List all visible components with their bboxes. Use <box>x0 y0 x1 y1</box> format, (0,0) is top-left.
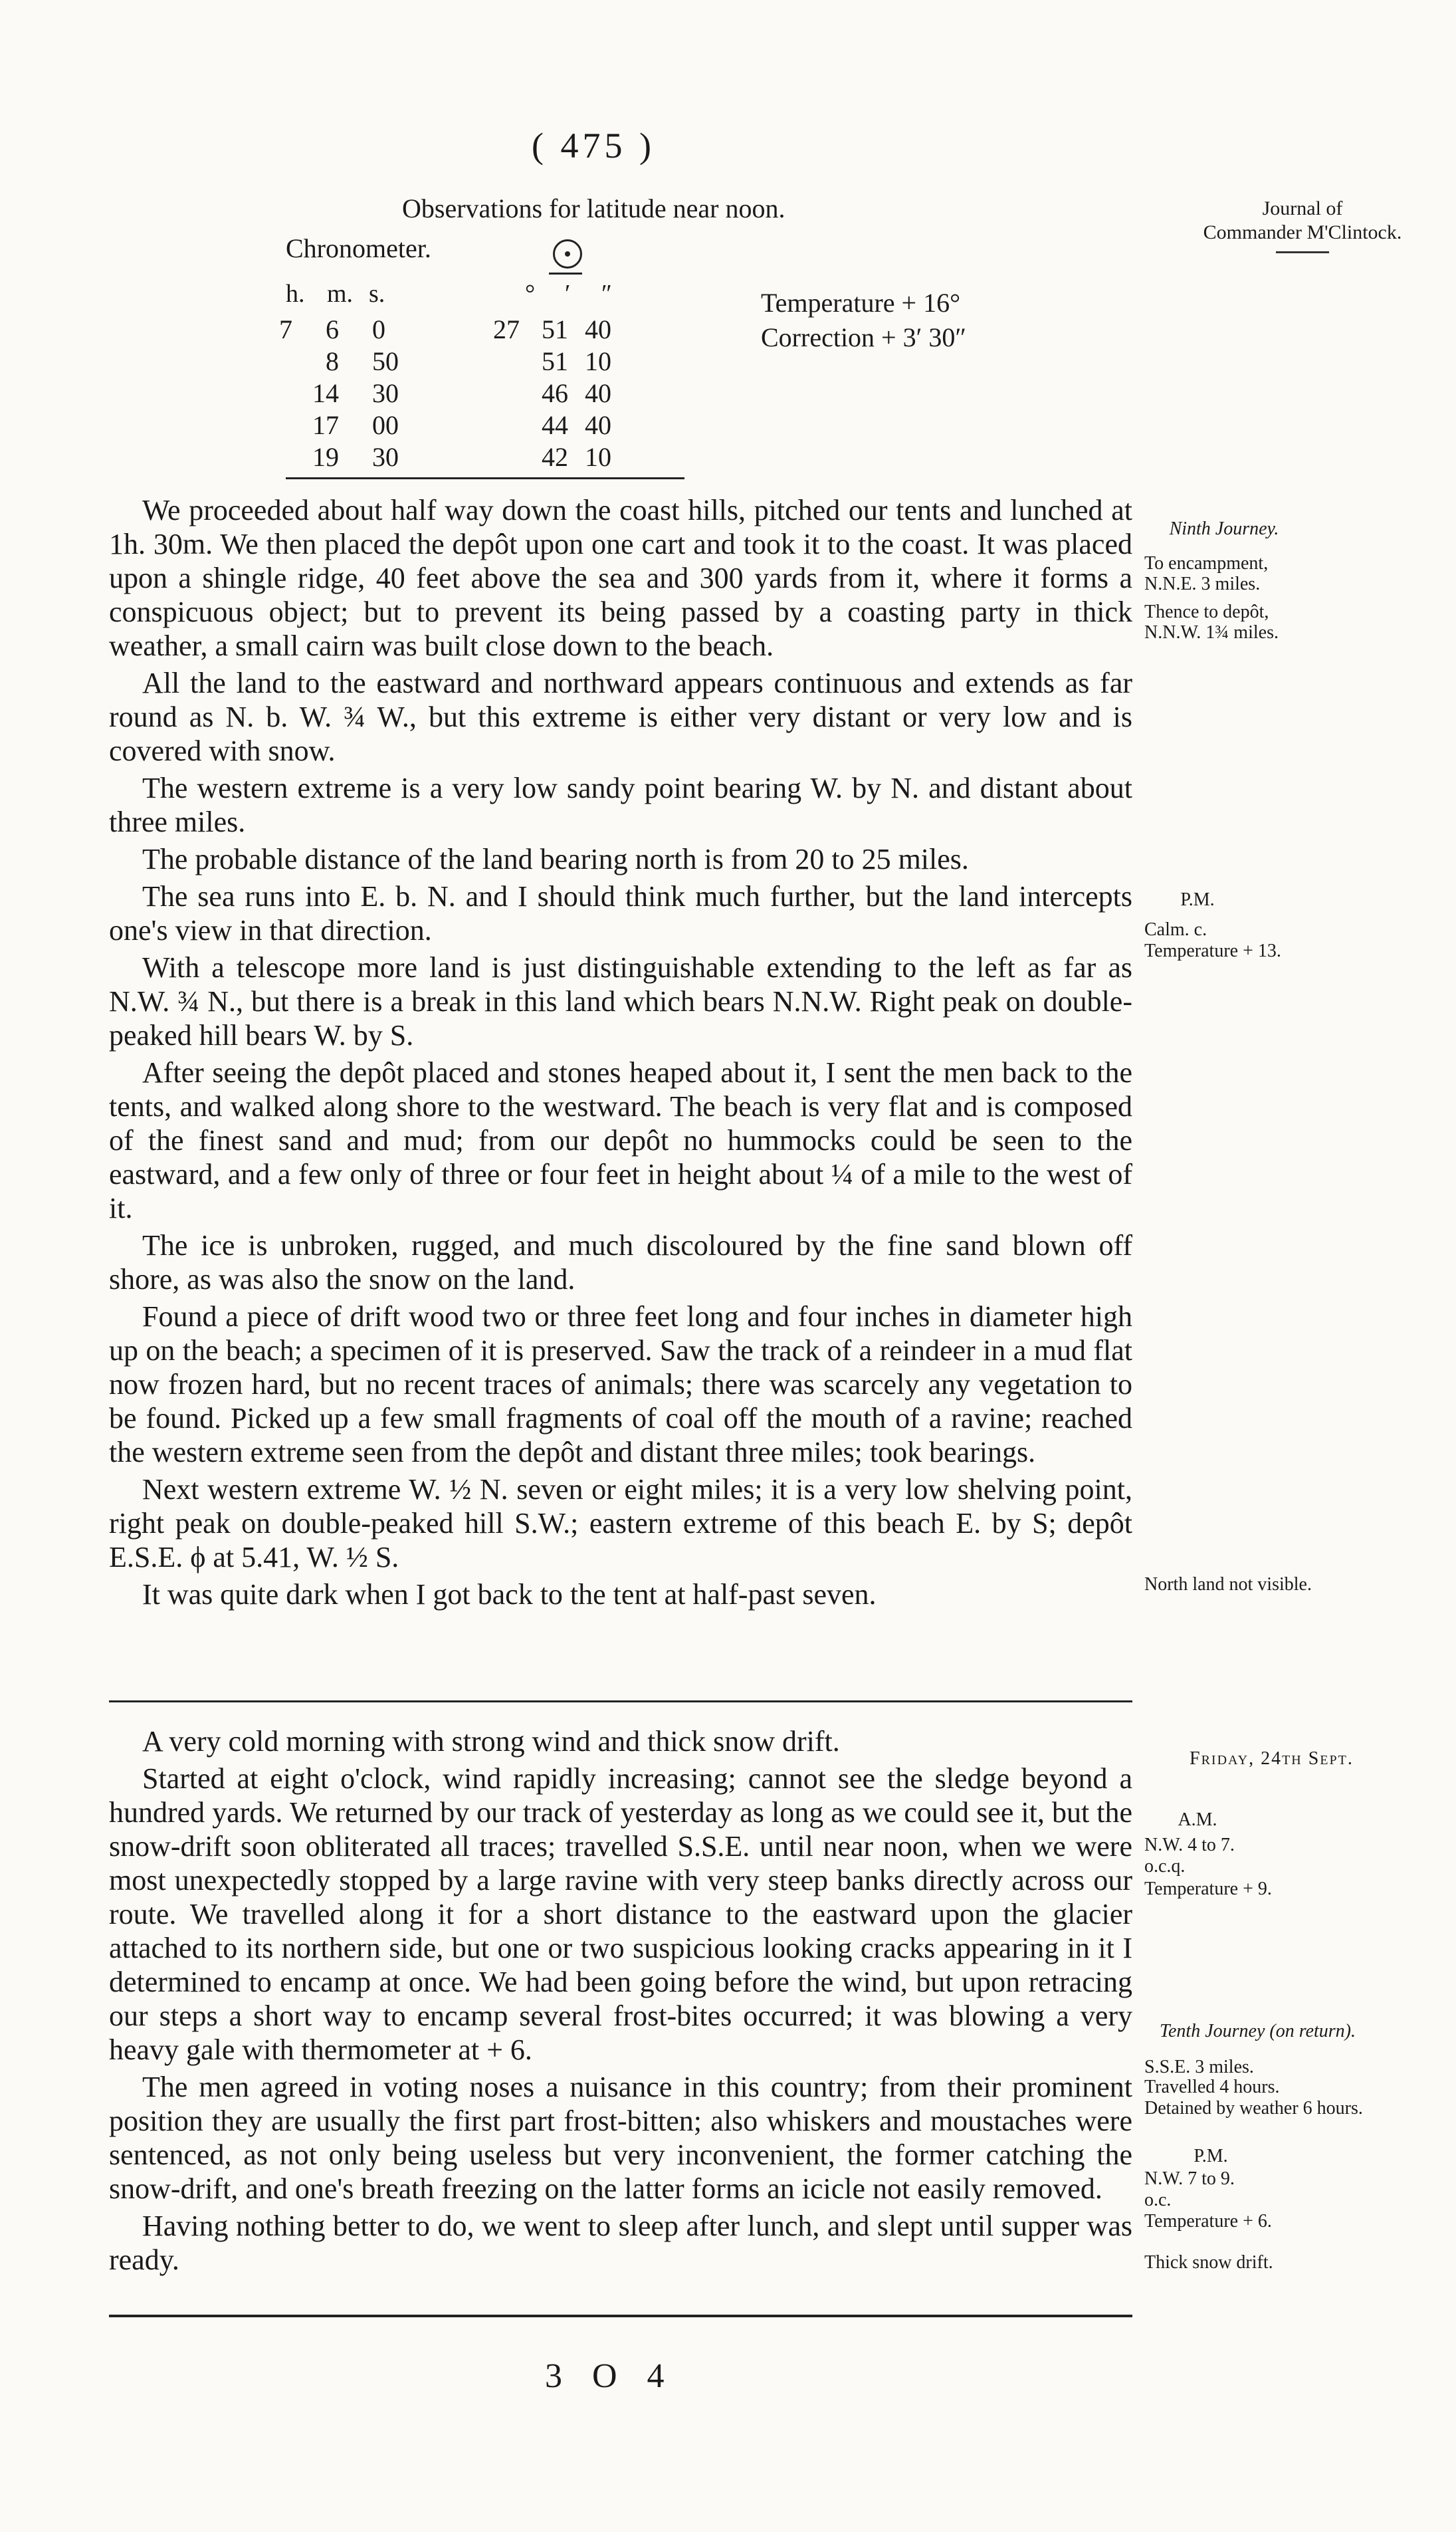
margin-note-nw-7-9: N.W. 7 to 9. <box>1144 2168 1235 2189</box>
observations-units-row <box>279 279 691 312</box>
obs-seconds: 30 <box>372 442 399 472</box>
margin-note-north-land: North land not visible. <box>1144 1574 1312 1595</box>
paragraph: Next western extreme W. ½ N. seven or eight miles; it is a very low shelving point, right peak on double-peaked hill S.W.; eastern extreme of this beach E. by S; depôt E.S.E. ϕ at 5.41, W. ½ S. <box>109 1473 1132 1573</box>
obs-hours: 7 <box>279 314 292 344</box>
page-number: ( 475 ) <box>532 126 655 166</box>
obs-arcmin: 46 <box>542 378 568 408</box>
margin-note-travelled: Travelled 4 hours. <box>1144 2077 1280 2097</box>
margin-note-sse: S.S.E. 3 miles. <box>1144 2057 1254 2077</box>
margin-note-ocq: o.c.q. <box>1144 1856 1186 1877</box>
margin-note-calm: Calm. c. <box>1144 919 1207 940</box>
footer-rule <box>109 2315 1132 2317</box>
obs-arcmin: 51 <box>542 314 568 344</box>
obs-arcsec: 10 <box>585 346 611 376</box>
paragraph: With a telescope more land is just distinguishable extending to the left as far as N.W. ¾ N., but there is a break in this land which bears N.N.W. Right peak on double-peaked hill bears W. by S. <box>109 951 1132 1052</box>
paragraph: The probable distance of the land bearing north is from 20 to 25 miles. <box>142 843 969 875</box>
unit-arcsec: ″ <box>601 280 612 308</box>
margin-note-pm2: P.M. <box>1194 2146 1228 2166</box>
unit-minutes: m. <box>327 280 354 308</box>
margin-note-thick-snow: Thick snow drift. <box>1144 2252 1273 2273</box>
obs-arcmin: 51 <box>542 346 568 376</box>
unit-degrees: ° <box>525 280 536 308</box>
observation-temperature: Temperature + 16° <box>761 288 961 318</box>
obs-minutes: 14 <box>312 378 339 408</box>
unit-seconds: s. <box>369 280 385 308</box>
obs-minutes: 8 <box>326 346 339 376</box>
observation-row <box>279 441 691 475</box>
running-head-line2: Commander M'Clintock. <box>1203 221 1402 243</box>
margin-note-friday: Friday, 24th Sept. <box>1190 1748 1354 1769</box>
observation-row <box>279 314 691 347</box>
obs-seconds: 50 <box>372 346 399 376</box>
obs-arcsec: 10 <box>585 442 611 472</box>
paragraph: We proceeded about half way down the coast hills, pitched our tents and lunched at 1h. 30m. We then placed the depôt upon one cart and took it to the coast. It was placed upon a shingle ridge, 40 feet above the sea and 300 yards from it, where it forms a conspicuous object; but to prevent its being passed by a coasting party in thick weather, a small cairn was built close down to the beach. <box>109 494 1132 662</box>
paragraph: The western extreme is a very low sandy point bearing W. by N. and distant about three miles. <box>109 772 1132 838</box>
margin-note-temp9: Temperature + 9. <box>1144 1879 1272 1899</box>
obs-degrees: 27 <box>493 314 520 344</box>
margin-note-am: A.M. <box>1178 1809 1217 1830</box>
observations-rule <box>286 477 684 479</box>
paragraph: After seeing the depôt placed and stones heaped about it, I sent the men back to the tents, and walked along shore to the westward. The beach is very flat and is composed of the finest sand and mud; from our depôt no hummocks could be seen to the eastward, and a few only of three or four feet in height about ¼ of a mile to the west of it. <box>109 1056 1132 1224</box>
chronometer-label: Chronometer. <box>286 233 431 263</box>
obs-minutes: 19 <box>312 442 339 472</box>
running-head <box>1183 197 1422 253</box>
margin-note-encampment: To encampment, N.N.E. 3 miles. <box>1144 553 1269 594</box>
unit-arcmin: ′ <box>565 280 571 308</box>
paragraph: A very cold morning with strong wind and thick snow drift. <box>142 1725 840 1758</box>
sun-lower-limb-bar <box>549 273 582 275</box>
margin-note-ninth-journey: Ninth Journey. <box>1169 518 1279 539</box>
observation-row <box>279 378 691 411</box>
observations-conditions <box>761 286 966 355</box>
observation-row <box>279 346 691 379</box>
sun-symbol-icon <box>553 239 582 269</box>
margin-note-nw-4-7: N.W. 4 to 7. <box>1144 1835 1235 1855</box>
obs-seconds: 00 <box>372 410 399 440</box>
obs-minutes: 6 <box>326 314 339 344</box>
margin-note-oc: o.c. <box>1144 2190 1172 2210</box>
journal-section-ninth-journey <box>109 493 1132 1615</box>
journal-section-friday <box>109 1724 1132 2280</box>
running-head-rule <box>1276 251 1329 253</box>
obs-seconds: 30 <box>372 378 399 408</box>
obs-minutes: 17 <box>312 410 339 440</box>
observation-correction: Correction + 3′ 30″ <box>761 322 967 352</box>
paragraph: Started at eight o'clock, wind rapidly increasing; cannot see the sledge beyond a hundred yards. We returned by our track of yesterday as long as we could see it, but the snow-drift soon obliterated all traces; travelled S.S.E. until near noon, when we were most unexpectedly stopped by a large ravine with very steep banks directly across our route. We travelled along it for a short distance to the eastward upon the glacier attached to its northern side, but one or two suspicious looking cracks appearing in it I determined to encamp at once. We had been going before the wind, but upon retracing our steps a short way to encamp several frost-bites occurred; it was blowing a very heavy gale with thermometer at + 6. <box>109 1762 1132 2066</box>
obs-seconds: 0 <box>372 314 385 344</box>
paragraph: The sea runs into E. b. N. and I should think much further, but the land intercepts one's view in that direction. <box>109 880 1132 947</box>
paragraph: Having nothing better to do, we went to sleep after lunch, and slept until supper was ready. <box>109 2210 1132 2276</box>
observations-title: Observations for latitude near noon. <box>402 193 785 223</box>
margin-note-detained: Detained by weather 6 hours. <box>1144 2098 1363 2119</box>
unit-hours: h. <box>286 280 305 308</box>
margin-note-temp13: Temperature + 13. <box>1144 941 1281 961</box>
section-divider <box>109 1700 1132 1702</box>
margin-note-thence: Thence to depôt, N.N.W. 1¾ miles. <box>1144 602 1279 643</box>
paragraph: The men agreed in voting noses a nuisance in this country; from their prominent position they are usually the first part frost-bitten; also whiskers and moustaches were sentenced, as not only being useless but very inconvenient, the former catching the snow-drift, and one's breath freezing on the latter forms an icicle not easily removed. <box>109 2071 1132 2205</box>
running-head-line1: Journal of <box>1262 197 1343 219</box>
obs-arcmin: 42 <box>542 442 568 472</box>
obs-arcsec: 40 <box>585 410 611 440</box>
obs-arcsec: 40 <box>585 378 611 408</box>
margin-note-tenth-journey: Tenth Journey (on return). <box>1160 2021 1356 2041</box>
margin-note-temp6: Temperature + 6. <box>1144 2211 1272 2232</box>
paragraph: The ice is unbroken, rugged, and much discoloured by the fine sand blown off shore, as was also the snow on the land. <box>109 1229 1132 1296</box>
paragraph: It was quite dark when I got back to the tent at half-past seven. <box>142 1578 877 1611</box>
paragraph: Found a piece of drift wood two or three feet long and four inches in diameter high up on the beach; a specimen of it is preserved. Saw the track of a reindeer in a mud flat now frozen hard, but no recent traces of animals; there was scarcely any vegetation to be found. Picked up a few small fragments of coal off the mouth of a ravine; reached the western extreme seen from the depôt and distant three miles; took bearings. <box>109 1300 1132 1468</box>
obs-arcsec: 40 <box>585 314 611 344</box>
signature-mark: 3 O 4 <box>545 2357 675 2395</box>
margin-note-pm: P.M. <box>1180 889 1215 910</box>
paragraph: All the land to the eastward and northward appears continuous and extends as far round as N. b. W. ¾ W., but this extreme is either very distant or very low and is covered with snow. <box>109 667 1132 767</box>
observation-row <box>279 409 691 443</box>
obs-arcmin: 44 <box>542 410 568 440</box>
